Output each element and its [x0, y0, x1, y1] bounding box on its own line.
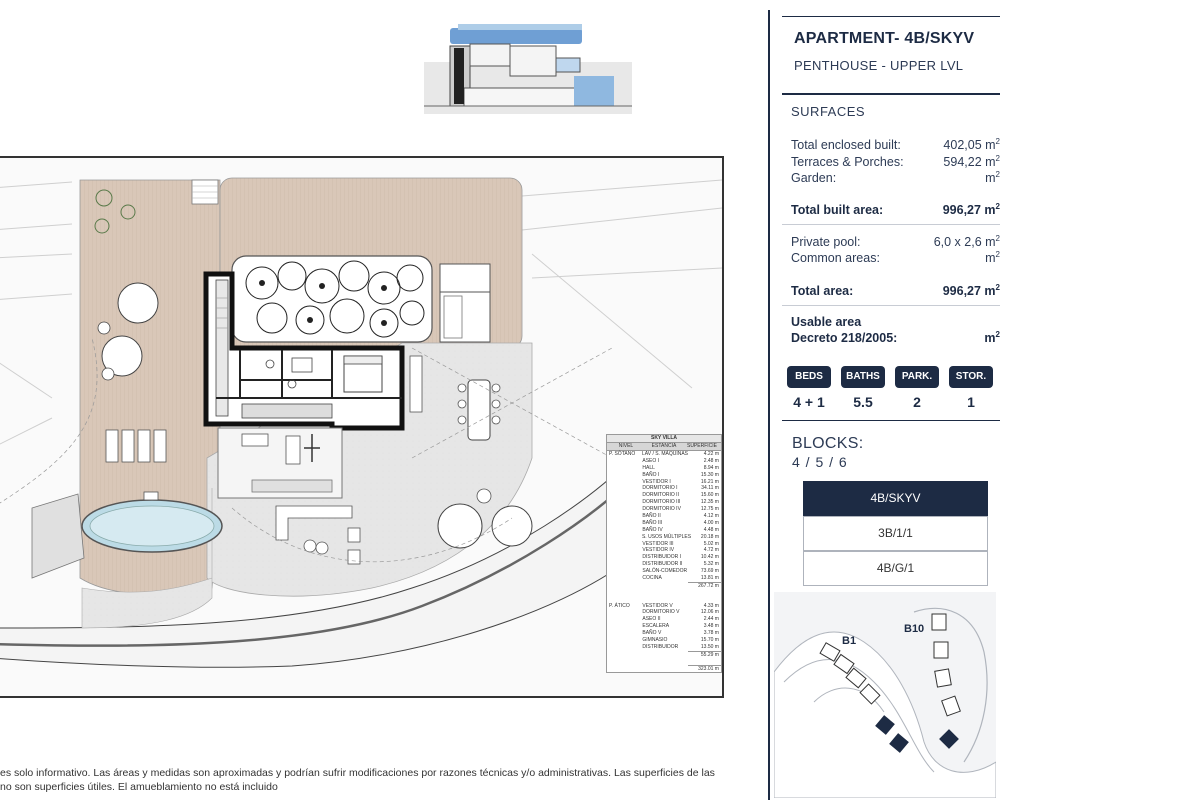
- site-map: [774, 592, 996, 798]
- table-row: [607, 541, 721, 548]
- table-cell-room: DORMITORIO II: [642, 492, 679, 499]
- table-cell-room: BAÑO II: [642, 513, 661, 520]
- table-row: [607, 651, 721, 658]
- surfaces-heading: SURFACES: [791, 104, 866, 119]
- title-top-rule: [782, 16, 1000, 17]
- table-cell-level: P. SÓTANO: [609, 451, 636, 457]
- blocks-heading: BLOCKS:: [792, 435, 864, 452]
- table-cell-level: [607, 465, 642, 472]
- table-row: [607, 547, 721, 554]
- table-cell-level: [607, 506, 642, 513]
- table-cell-area: 15.70 m: [700, 637, 719, 644]
- table-cell-room: VESTIDOR III: [642, 540, 674, 547]
- table-row: [607, 499, 721, 506]
- table-row: [607, 465, 721, 472]
- table-cell-area: 3.48 m: [703, 623, 719, 630]
- table-cell-room: VESTIDOR V: [642, 602, 673, 609]
- table-row: [607, 451, 721, 458]
- table-cell-level: [607, 637, 642, 644]
- room-surfaces-table: [606, 434, 722, 673]
- table-row: [607, 527, 721, 534]
- table-cell-area: 2.44 m: [703, 616, 719, 623]
- table-cell-area: 323.01 m: [688, 665, 721, 672]
- blocks-values: 4 / 5 / 6: [792, 454, 848, 470]
- table-cell-area: 5.02 m: [703, 540, 719, 547]
- table-cell-area: 13.50 m: [700, 643, 719, 650]
- table-cell-level: [607, 630, 642, 637]
- features-bottom-rule: [782, 420, 1000, 421]
- table-row: [607, 637, 721, 644]
- table-cell-room: [642, 665, 687, 672]
- panel-divider: [768, 10, 770, 800]
- table-cell-room: GIMNASIO: [642, 637, 668, 644]
- table-cell-area: 55.29 m: [688, 651, 721, 658]
- table-cell-level: [607, 479, 642, 486]
- table-cell-level: [607, 644, 642, 651]
- table-cell-level: [607, 575, 642, 582]
- table-cell-area: 4.48 m: [703, 526, 719, 533]
- table-cell-room: VESTIDOR I: [642, 478, 671, 485]
- table-cell-room: DISTRIBUIDOR II: [642, 561, 683, 568]
- table-cell-area: 12.35 m: [700, 499, 719, 506]
- unit-button-4b-g-1[interactable]: 4B/G/1: [803, 551, 988, 586]
- table-cell-area: 8.94 m: [703, 464, 719, 471]
- table-cell-level: [607, 499, 642, 506]
- table-cell-room: ASEO II: [642, 616, 661, 623]
- table-cell-room: LAV / S. MÁQUINAS: [641, 451, 688, 457]
- table-cell-area: 20.18 m: [700, 533, 719, 540]
- table-cell-room: DORMITORIO IV: [642, 506, 681, 513]
- table-cell-area: 10.42 m: [700, 554, 719, 561]
- table-row: [607, 658, 721, 665]
- table-row: [607, 513, 721, 520]
- table-cell-area: 34.11 m: [701, 485, 719, 492]
- table-cell-room: [642, 651, 687, 658]
- table-cell-room: VESTIDOR IV: [642, 547, 675, 554]
- table-cell-level: [607, 616, 642, 623]
- table-cell-room: BAÑO IV: [642, 526, 663, 533]
- table-header: [607, 443, 721, 451]
- table-cell-room: BAÑO I: [642, 471, 660, 478]
- table-row: [607, 492, 721, 499]
- table-cell-level: [607, 596, 642, 603]
- separator: [782, 224, 1000, 225]
- table-cell-level: [607, 458, 642, 465]
- table-cell-area: 15.30 m: [700, 471, 719, 478]
- unit-button-4b-skyv[interactable]: 4B/SKYV: [803, 481, 988, 516]
- table-cell-area: [688, 589, 721, 596]
- table-cell-room: COCINA: [642, 575, 662, 582]
- table-cell-room: DISTRIBUIDOR I: [642, 554, 682, 561]
- table-row: [607, 506, 721, 513]
- table-cell-room: S. USOS MÚLTIPLES: [641, 533, 692, 540]
- table-cell-level: [607, 589, 642, 596]
- table-cell-area: 4.72 m: [703, 547, 719, 554]
- table-row: [607, 630, 721, 637]
- table-cell-area: 3.78 m: [703, 630, 719, 637]
- table-cell-level: [607, 527, 642, 534]
- table-cell-level: [607, 520, 642, 527]
- surface-row-usable-area: Usable area Decreto 218/2005: $m^2$: [791, 315, 1000, 345]
- table-cell-area: 4.12 m: [703, 513, 719, 520]
- table-row: [607, 596, 721, 603]
- disclaimer-text: [0, 766, 760, 794]
- table-cell-area: 4.33 m: [703, 602, 719, 609]
- table-cell-level: [607, 568, 642, 575]
- table-cell-room: [642, 589, 687, 596]
- table-row: [607, 485, 721, 492]
- badge-parking: PARK.: [895, 366, 939, 388]
- table-cell-level: [607, 665, 642, 672]
- table-cell-level: [607, 485, 642, 492]
- table-cell-level: [607, 582, 642, 589]
- table-cell-area: 13.81 m: [700, 575, 719, 582]
- disclaimer-line-2: no son superficies útiles. El amueblamiento no está incluido: [0, 781, 278, 793]
- table-cell-room: [642, 658, 687, 665]
- table-row: [607, 575, 721, 582]
- table-row: [607, 616, 721, 623]
- table-cell-level: [607, 492, 642, 499]
- separator: [782, 305, 1000, 306]
- table-cell-level: [607, 534, 642, 541]
- table-row: [607, 472, 721, 479]
- table-cell-room: BAÑO V: [642, 630, 662, 637]
- table-cell-area: 5.32 m: [703, 561, 719, 568]
- disclaimer-line-1: es solo informativo. Las áreas y medidas son aproximadas y podrían sufrir modificaciones por razones técnicas y/o administrativas. Las superficies de las: [0, 767, 715, 779]
- badge-baths: BATHS: [841, 366, 885, 388]
- table-row: [607, 534, 721, 541]
- table-row: [607, 644, 721, 651]
- site-map-label-b10: B10: [904, 623, 925, 635]
- table-cell-level: [607, 513, 642, 520]
- col-header-room: ESTANCIA: [651, 443, 677, 449]
- table-cell-room: [642, 596, 687, 603]
- table-cell-level: P. ÁTICO: [609, 602, 630, 609]
- table-cell-level: [607, 561, 642, 568]
- table-cell-area: [688, 658, 721, 665]
- table-cell-area: 12.75 m: [700, 506, 719, 513]
- table-cell-level: [607, 547, 642, 554]
- storage-value: 1: [967, 394, 975, 410]
- table-cell-room: [642, 582, 687, 589]
- table-cell-level: [607, 472, 642, 479]
- table-cell-level: [607, 651, 642, 658]
- col-header-area: SUPERFICIE: [686, 443, 717, 449]
- col-header-level: NIVEL: [618, 443, 634, 449]
- table-body: [607, 451, 721, 672]
- table-cell-area: 2.48 m: [703, 457, 719, 464]
- table-title: SKY VILLA: [607, 435, 721, 443]
- table-cell-room: ESCALERA: [642, 623, 670, 630]
- table-row: [607, 623, 721, 630]
- table-cell-room: BAÑO III: [642, 519, 663, 526]
- table-cell-room: DORMITORIO I: [642, 485, 678, 492]
- badge-storage: STOR.: [949, 366, 993, 388]
- table-cell-level: [607, 541, 642, 548]
- building-section-thumbnail: [424, 18, 632, 114]
- table-cell-area: 267.72 m: [688, 582, 721, 589]
- table-cell-area: 12.06 m: [700, 609, 719, 616]
- unit-button-3b-1-1[interactable]: 3B/1/1: [803, 516, 988, 551]
- title-bottom-rule: [782, 93, 1000, 95]
- table-cell-room: DORMITORIO III: [642, 499, 681, 506]
- table-cell-room: SALÓN-COMEDOR: [642, 568, 688, 575]
- badge-beds: BEDS: [787, 366, 831, 388]
- table-row: [607, 603, 721, 610]
- baths-value: 5.5: [853, 394, 873, 410]
- table-cell-area: 15.60 m: [700, 492, 719, 499]
- table-row: [607, 589, 721, 596]
- site-map-label-b1: B1: [842, 635, 857, 647]
- table-row: [607, 609, 721, 616]
- table-cell-room: DORMITORIO V: [642, 609, 680, 616]
- table-row: [607, 520, 721, 527]
- table-row: [607, 554, 721, 561]
- table-cell-room: DISTRIBUIDOR: [642, 643, 679, 650]
- table-cell-area: [688, 596, 721, 603]
- table-row: [607, 479, 721, 486]
- table-cell-room: HALL: [642, 464, 655, 471]
- table-row: [607, 568, 721, 575]
- table-cell-area: 4.22 m: [703, 451, 719, 457]
- table-row: [607, 458, 721, 465]
- table-cell-level: [607, 623, 642, 630]
- table-cell-area: 73.69 m: [700, 568, 719, 575]
- beds-value: 4 + 1: [793, 394, 825, 410]
- table-cell-area: 16.21 m: [700, 478, 719, 485]
- apartment-subtitle: PENTHOUSE - UPPER LVL: [794, 58, 964, 73]
- table-cell-area: 4.00 m: [703, 519, 719, 526]
- table-row: [607, 665, 721, 672]
- parking-value: 2: [913, 394, 921, 410]
- table-cell-level: [607, 658, 642, 665]
- table-row: [607, 582, 721, 589]
- apartment-title: APARTMENT- 4B/SKYV: [794, 30, 975, 47]
- table-cell-level: [607, 554, 642, 561]
- floor-plan: [0, 156, 724, 698]
- table-cell-room: ASEO I: [642, 457, 660, 464]
- table-cell-level: [607, 609, 642, 616]
